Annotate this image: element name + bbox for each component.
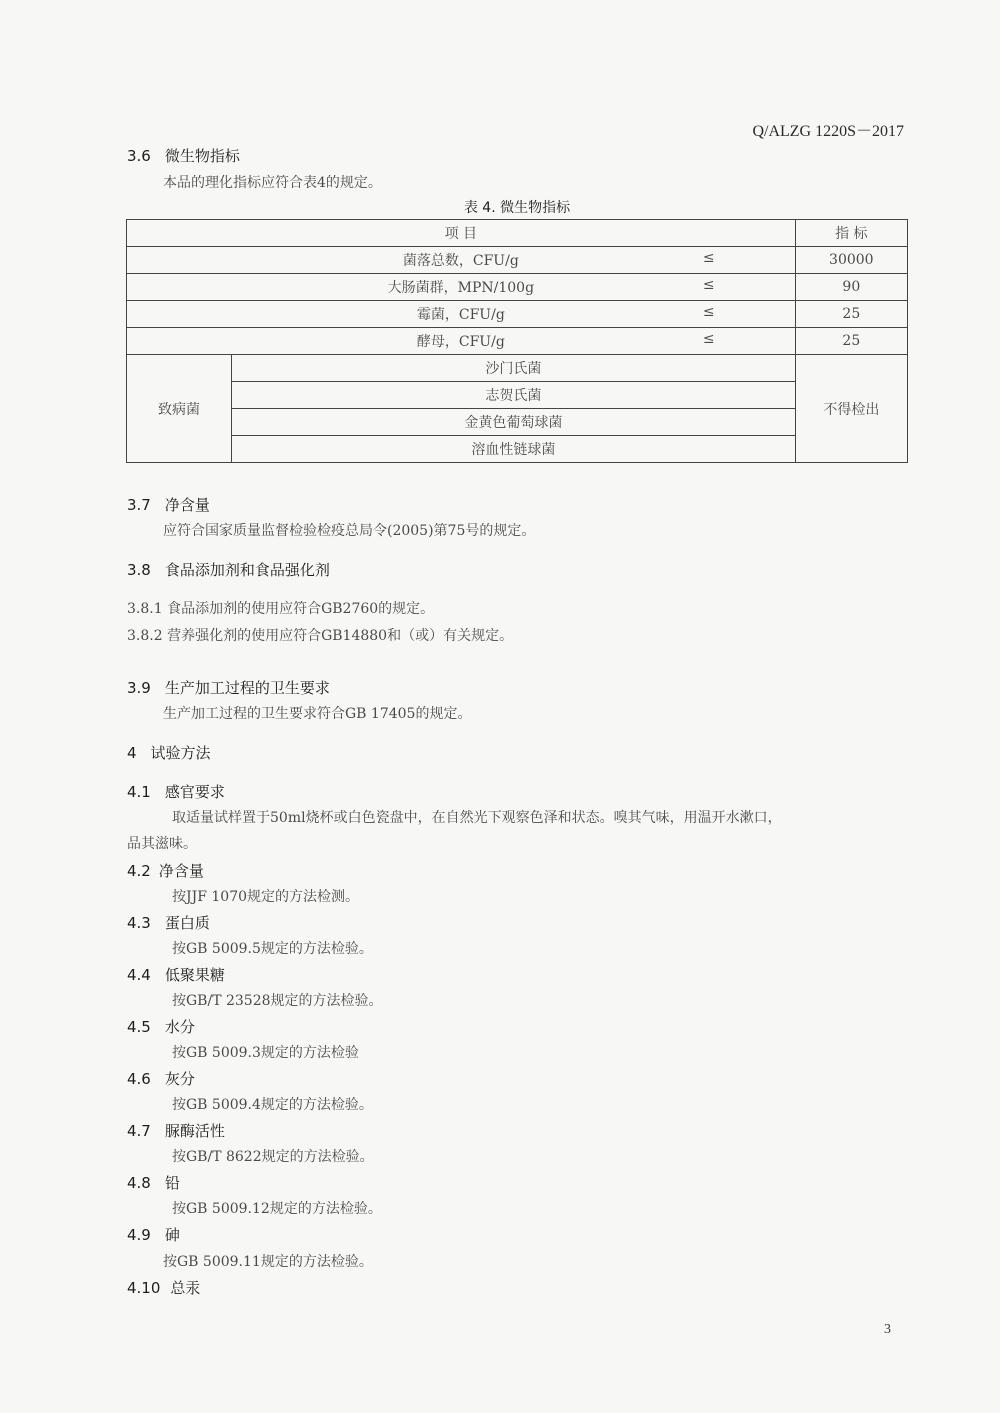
- pathogen-value: 不得检出: [795, 355, 907, 463]
- section-4-8-body: 按GB 5009.12规定的方法检验。: [172, 1201, 382, 1217]
- section-number: 4.2: [127, 862, 151, 880]
- item-cell: [127, 247, 796, 274]
- section-number: 4.10: [127, 1279, 161, 1297]
- section-4-8-heading: [127, 1172, 180, 1193]
- section-4-5-body: 按GB 5009.3规定的方法检验: [172, 1045, 359, 1061]
- section-3-8-heading: [127, 559, 330, 580]
- section-title: 微生物指标: [164, 147, 240, 165]
- section-3-7-heading: [127, 494, 210, 515]
- value-cell: 30000: [795, 247, 907, 274]
- section-title: 脲酶活性: [164, 1122, 225, 1140]
- item-cell: [127, 328, 796, 355]
- section-4-7-body: 按GB/T 8622规定的方法检验。: [172, 1149, 374, 1165]
- section-3-9-body: 生产加工过程的卫生要求符合GB 17405的规定。: [163, 706, 472, 722]
- header-index: 指 标: [795, 220, 907, 247]
- section-3-9-heading: [127, 677, 330, 698]
- pathogen-row: [127, 355, 908, 382]
- section-3-6-body: 本品的理化指标应符合表4的规定。: [163, 175, 382, 191]
- table-row: [127, 301, 908, 328]
- section-3-6-heading: [127, 145, 240, 166]
- standard-number: Q/ALZG 1220S－2017: [752, 123, 904, 140]
- section-4-3-body: 按GB 5009.5规定的方法检验。: [172, 941, 373, 957]
- microbial-table: [126, 219, 908, 463]
- section-title: 净含量: [164, 496, 210, 514]
- table-header-row: [127, 220, 908, 247]
- section-4-3-heading: [127, 912, 210, 933]
- section-4-heading: [127, 742, 211, 763]
- section-title: 总汞: [170, 1279, 201, 1297]
- section-4-1-body-line2: 品其滋味。: [127, 836, 197, 852]
- section-number: 3.8: [127, 561, 151, 579]
- item-cell: [127, 301, 796, 328]
- section-4-2-heading: [127, 860, 204, 881]
- pathogen-label: 致病菌: [127, 355, 232, 463]
- section-3-8-2: 3.8.2 营养强化剂的使用应符合GB14880和（或）有关规定。: [127, 628, 514, 644]
- section-title: 灰分: [164, 1070, 195, 1088]
- section-title: 感官要求: [164, 783, 225, 801]
- le-symbol: ≤: [702, 304, 715, 320]
- value-cell: 25: [795, 328, 907, 355]
- table-row: [127, 328, 908, 355]
- section-4-1-body-line1: 取适量试样置于50ml烧杯或白色瓷盘中，在自然光下观察色泽和状态。嗅其气味，用温开水漱口，: [172, 810, 782, 826]
- section-title: 试验方法: [150, 744, 211, 762]
- section-4-6-body: 按GB 5009.4规定的方法检验。: [172, 1097, 373, 1113]
- section-3-7-body: 应符合国家质量监督检验检疫总局令(2005)第75号的规定。: [163, 523, 536, 539]
- value-cell: 25: [795, 301, 907, 328]
- section-number: 4.3: [127, 914, 151, 932]
- section-number: 3.7: [127, 496, 151, 514]
- section-3-8-1: 3.8.1 食品添加剂的使用应符合GB2760的规定。: [127, 601, 435, 617]
- section-4-7-heading: [127, 1120, 225, 1141]
- pathogen-name: 志贺氏菌: [232, 382, 796, 409]
- section-number: 4.8: [127, 1174, 151, 1192]
- section-4-2-body: 按JJF 1070规定的方法检测。: [172, 889, 360, 905]
- section-title: 铅: [164, 1174, 180, 1192]
- item-cell: [127, 274, 796, 301]
- section-4-6-heading: [127, 1068, 195, 1089]
- section-number: 3.9: [127, 679, 151, 697]
- section-4-1-heading: [127, 781, 225, 802]
- section-title: 砷: [164, 1226, 180, 1244]
- section-number: 4.9: [127, 1226, 151, 1244]
- section-number: 4.5: [127, 1018, 151, 1036]
- table-row: [127, 247, 908, 274]
- item-text: 霉菌，CFU/g: [416, 307, 505, 323]
- section-4-10-heading: [127, 1277, 200, 1298]
- pathogen-name: 沙门氏菌: [232, 355, 796, 382]
- section-number: 4.4: [127, 966, 151, 984]
- section-4-9-body: 按GB 5009.11规定的方法检验。: [163, 1254, 373, 1270]
- section-title: 蛋白质: [164, 914, 210, 932]
- section-title: 低聚果糖: [164, 966, 225, 984]
- item-text: 酵母，CFU/g: [416, 334, 505, 350]
- section-4-9-heading: [127, 1224, 180, 1245]
- value-cell: 90: [795, 274, 907, 301]
- pathogen-row: [127, 436, 908, 463]
- section-4-5-heading: [127, 1016, 195, 1037]
- section-title: 水分: [164, 1018, 195, 1036]
- pathogen-row: [127, 382, 908, 409]
- le-symbol: ≤: [702, 277, 715, 293]
- pathogen-name: 金黄色葡萄球菌: [232, 409, 796, 436]
- section-title: 食品添加剂和食品强化剂: [164, 561, 330, 579]
- section-title: 生产加工过程的卫生要求: [164, 679, 330, 697]
- section-number: 3.6: [127, 147, 151, 165]
- le-symbol: ≤: [702, 250, 715, 266]
- table-caption: 表 4. 微生物指标: [463, 200, 571, 216]
- section-title: 净含量: [158, 862, 204, 880]
- pathogen-row: [127, 409, 908, 436]
- section-4-4-body: 按GB/T 23528规定的方法检验。: [172, 993, 383, 1009]
- header-item: 项 目: [127, 220, 796, 247]
- pathogen-name: 溶血性链球菌: [232, 436, 796, 463]
- section-4-4-heading: [127, 964, 225, 985]
- item-text: 大肠菌群，MPN/100g: [387, 280, 535, 296]
- section-number: 4.1: [127, 783, 151, 801]
- le-symbol: ≤: [702, 331, 715, 347]
- item-text: 菌落总数，CFU/g: [402, 253, 519, 269]
- table-row: [127, 274, 908, 301]
- section-number: 4.6: [127, 1070, 151, 1088]
- section-number: 4: [127, 744, 137, 762]
- section-number: 4.7: [127, 1122, 151, 1140]
- page-number: 3: [884, 1322, 891, 1337]
